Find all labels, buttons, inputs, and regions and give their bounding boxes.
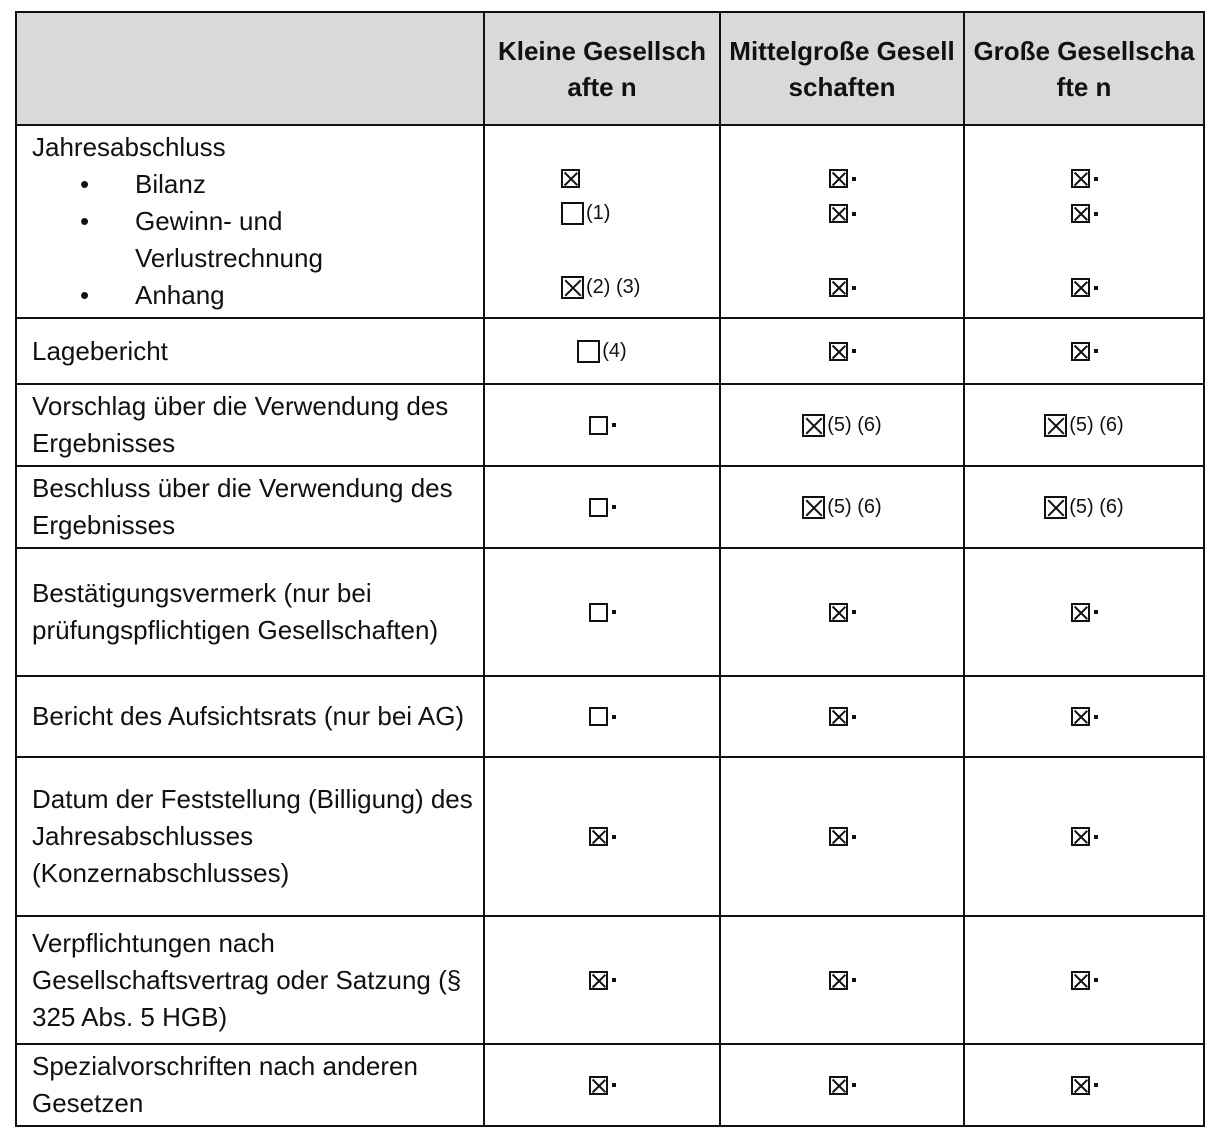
- footnote-ref: (4): [602, 339, 627, 362]
- mark-cell: [964, 1044, 1204, 1126]
- checked-box-icon: [1044, 496, 1067, 519]
- table-row: [16, 466, 1204, 548]
- dot-marker: [852, 610, 856, 614]
- list-item: • Anhang: [32, 277, 475, 314]
- mark-cell: [964, 466, 1204, 548]
- footnote-ref: (2) (3): [586, 276, 641, 299]
- row-label: [16, 125, 484, 318]
- mark-cell: [484, 548, 720, 676]
- row-label: Verpflichtungen nach Gesellschaftsvertrag oder Satzung (§ 325 Abs. 5 HGB): [16, 916, 484, 1044]
- checked-box-icon: [1071, 204, 1090, 223]
- checked-box-icon: [561, 276, 584, 299]
- row-label: Lagebericht: [16, 318, 484, 384]
- table-row: [16, 757, 1204, 916]
- checked-box-icon: [829, 342, 848, 361]
- dot-marker: [852, 286, 856, 290]
- mark-cell: [720, 916, 964, 1044]
- checked-box-icon: [1044, 414, 1067, 437]
- cell-large: [964, 125, 1204, 318]
- checked-box-icon: [1071, 603, 1090, 622]
- checked-box-icon: [1071, 971, 1090, 990]
- checked-box-icon: [829, 278, 848, 297]
- empty-box-icon: [589, 707, 608, 726]
- empty-box-icon: [589, 416, 608, 435]
- table-row: [16, 548, 1204, 676]
- mark-cell: [485, 276, 719, 299]
- header-empty: [16, 12, 484, 125]
- dot-marker: [852, 835, 856, 839]
- list-item: • Gewinn- und Verlustrechnung: [32, 203, 475, 277]
- footnote-ref: (5) (6): [827, 495, 882, 518]
- dot-marker: [1094, 715, 1098, 719]
- checked-box-icon: [802, 414, 825, 437]
- checked-box-icon: [829, 603, 848, 622]
- checked-box-icon: [1071, 342, 1090, 361]
- row-label: Datum der Feststellung (Billigung) des Jahresabschlusses (Konzernabschlusses): [16, 757, 484, 916]
- dot-marker: [612, 610, 616, 614]
- dot-marker: [612, 715, 616, 719]
- dot-marker: [1094, 349, 1098, 353]
- checked-box-icon: [589, 827, 608, 846]
- mark-cell: [721, 276, 963, 299]
- mark-cell: [484, 676, 720, 757]
- empty-box-icon: [589, 603, 608, 622]
- mark-cell: [720, 1044, 964, 1126]
- header-large-companies: Große Gesellschafte n: [964, 12, 1204, 125]
- mark-cell: [721, 167, 963, 190]
- empty-box-icon: [577, 340, 600, 363]
- checked-box-icon: [829, 204, 848, 223]
- disclosure-table: [15, 11, 1205, 1127]
- checked-box-icon: [829, 1076, 848, 1095]
- header-small-companies: Kleine Gesellschafte n: [484, 12, 720, 125]
- row-label: Vorschlag über die Verwendung des Ergebnisses: [16, 384, 484, 466]
- dot-marker: [612, 978, 616, 982]
- dot-marker: [612, 423, 616, 427]
- mark-cell: [484, 318, 720, 384]
- checked-box-icon: [1071, 169, 1090, 188]
- mark-cell: [721, 202, 963, 225]
- table-row: [16, 676, 1204, 757]
- checked-box-icon: [829, 169, 848, 188]
- header-medium-companies: Mittelgroße Gesellschaften: [720, 12, 964, 125]
- dot-marker: [612, 835, 616, 839]
- footnote-ref: (5) (6): [827, 413, 882, 436]
- dot-marker: [1094, 286, 1098, 290]
- mark-cell: [484, 466, 720, 548]
- mark-cell: [720, 757, 964, 916]
- mark-cell: [965, 202, 1203, 225]
- mark-cell: [720, 676, 964, 757]
- footnote-ref: (5) (6): [1069, 413, 1124, 436]
- list-item: • Bilanz: [32, 166, 475, 203]
- cell-medium: [720, 125, 964, 318]
- mark-cell: [964, 916, 1204, 1044]
- mark-cell: [720, 384, 964, 466]
- dot-marker: [612, 1083, 616, 1087]
- empty-box-icon: [561, 202, 584, 225]
- checked-box-icon: [1071, 707, 1090, 726]
- mark-cell: [484, 384, 720, 466]
- checked-box-icon: [802, 496, 825, 519]
- mark-cell: [965, 167, 1203, 190]
- mark-cell: [964, 676, 1204, 757]
- row-label: Bericht des Aufsichtsrats (nur bei AG): [16, 676, 484, 757]
- mark-cell: [964, 384, 1204, 466]
- mark-cell: [964, 757, 1204, 916]
- row-label: Spezialvorschriften nach anderen Gesetzen: [16, 1044, 484, 1126]
- checked-box-icon: [829, 827, 848, 846]
- mark-cell: [484, 1044, 720, 1126]
- mark-cell: [964, 548, 1204, 676]
- mark-cell: [965, 276, 1203, 299]
- mark-cell: [484, 757, 720, 916]
- checked-box-icon: [1071, 827, 1090, 846]
- table-row: [16, 318, 1204, 384]
- dot-marker: [852, 715, 856, 719]
- dot-marker: [1094, 835, 1098, 839]
- checked-box-icon: [589, 971, 608, 990]
- checked-box-icon: [829, 971, 848, 990]
- table-row: [16, 125, 1204, 318]
- dot-marker: [852, 349, 856, 353]
- checked-box-icon: [829, 707, 848, 726]
- checked-box-icon: [589, 1076, 608, 1095]
- dot-marker: [852, 177, 856, 181]
- dot-marker: [612, 505, 616, 509]
- mark-cell: [485, 202, 719, 225]
- mark-cell: [720, 318, 964, 384]
- checked-box-icon: [1071, 278, 1090, 297]
- dot-marker: [852, 1083, 856, 1087]
- footnote-ref: (5) (6): [1069, 495, 1124, 518]
- mark-cell: [720, 466, 964, 548]
- dot-marker: [1094, 177, 1098, 181]
- cell-small: [484, 125, 720, 318]
- header-row: [16, 12, 1204, 125]
- dot-marker: [1094, 978, 1098, 982]
- table-row: [16, 1044, 1204, 1126]
- dot-marker: [852, 978, 856, 982]
- checked-box-icon: [561, 169, 580, 188]
- row-title: Jahresabschluss: [32, 132, 226, 162]
- dot-marker: [1094, 212, 1098, 216]
- dot-marker: [852, 212, 856, 216]
- mark-cell: [485, 167, 719, 190]
- mark-cell: [964, 318, 1204, 384]
- sub-item-list: [32, 166, 475, 314]
- dot-marker: [1094, 1083, 1098, 1087]
- checked-box-icon: [1071, 1076, 1090, 1095]
- dot-marker: [1094, 610, 1098, 614]
- mark-cell: [720, 548, 964, 676]
- footnote-ref: (1): [586, 202, 611, 225]
- row-label: Beschluss über die Verwendung des Ergebnisses: [16, 466, 484, 548]
- table-row: [16, 384, 1204, 466]
- empty-box-icon: [589, 498, 608, 517]
- table-row: [16, 916, 1204, 1044]
- row-label: Bestätigungsvermerk (nur bei prüfungspflichtigen Gesellschaften): [16, 548, 484, 676]
- mark-cell: [484, 916, 720, 1044]
